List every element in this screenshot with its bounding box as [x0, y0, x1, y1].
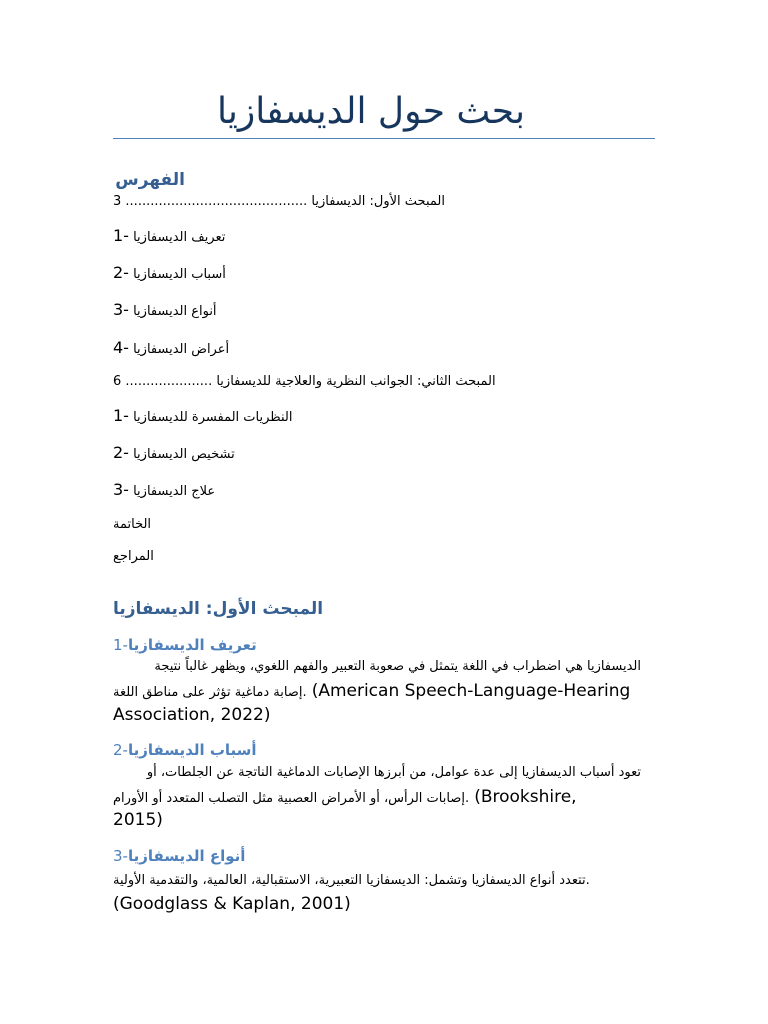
toc-item-number: 2-: [113, 443, 129, 462]
toc-item-label: تشخيص الديسفازيا: [133, 447, 235, 462]
citation-text: Association, 2022): [113, 705, 271, 725]
toc-item-2-2: [113, 444, 235, 464]
subsection-heading-definition: [113, 634, 257, 656]
paragraph-line-mixed: [113, 785, 577, 809]
toc-item-label: النظريات المفسرة للديسفازيا: [133, 410, 293, 425]
toc-heading: الفهرس: [115, 170, 185, 190]
paragraph-line-mixed: [113, 679, 630, 703]
toc-entry-references: المراجع: [113, 549, 154, 564]
toc-entry-chapter-1: [113, 193, 445, 211]
toc-item-number: 2-: [113, 263, 129, 282]
toc-item-label: أعراض الديسفازيا: [133, 342, 230, 357]
citation-text: (Brookshire,: [474, 787, 577, 807]
toc-item-2-3: [113, 481, 215, 501]
toc-item-number: 1-: [113, 226, 129, 245]
citation-text: (Goodglass & Kaplan, 2001): [113, 894, 351, 914]
subsection-title: أنواع الديسفازيا: [127, 847, 246, 865]
paragraph-line: تعود أسباب الديسفازيا إلى عدة عوامل، من أبرزها الإصابات الدماغية الناتجة عن الجلطات، أو: [146, 765, 641, 780]
toc-item-number: 1-: [113, 406, 129, 425]
toc-item-number: 4-: [113, 338, 129, 357]
toc-item-label: أنواع الديسفازيا: [133, 304, 217, 319]
toc-item-label: علاج الديسفازيا: [133, 484, 216, 499]
toc-item-2-1: [113, 407, 292, 427]
paragraph-line: تتعدد أنواع الديسفازيا وتشمل: الديسفازيا التعبيرية، الاستقبالية، العالمية، والتقدمية الأولية.: [113, 873, 590, 888]
section-heading: المبحث الأول: الديسفازيا: [113, 599, 324, 619]
toc-item-label: تعريف الديسفازيا: [133, 230, 226, 245]
paragraph-line: الديسفازيا هي اضطراب في اللغة يتمثل في صعوبة التعبير والفهم اللغوي، ويظهر غالباً نتيجة: [154, 659, 641, 674]
toc-item-number: 3-: [113, 300, 129, 319]
paragraph-text: إصابة دماغية تؤثر على مناطق اللغة.: [113, 685, 307, 700]
title-divider: [113, 138, 655, 139]
subsection-title: أسباب الديسفازيا: [127, 741, 257, 759]
toc-entry-conclusion: الخاتمة: [113, 517, 152, 532]
toc-entry-chapter-2: [113, 373, 496, 391]
subsection-heading-types: [113, 845, 245, 867]
toc-leader-dots: ............................................: [125, 194, 308, 209]
toc-page-number: 3: [113, 194, 122, 209]
toc-item-label: أسباب الديسفازيا: [133, 267, 226, 282]
subsection-number: 2-: [113, 741, 128, 759]
toc-page-number: 6: [113, 374, 122, 389]
subsection-number: 1-: [113, 636, 128, 654]
citation-text: (American Speech-Language-Hearing: [311, 681, 631, 701]
paragraph-text: إصابات الرأس، أو الأمراض العصبية مثل التصلب المتعدد أو الأورام.: [113, 791, 470, 806]
subsection-number: 3-: [113, 847, 128, 865]
toc-leader-dots: .....................: [125, 374, 213, 389]
citation-text: 2015): [113, 810, 163, 830]
toc-item-1-1: [113, 227, 225, 247]
toc-item-1-3: [113, 301, 217, 321]
toc-item-number: 3-: [113, 480, 129, 499]
toc-item-1-2: [113, 264, 226, 284]
toc-entry-label: المبحث الأول: الديسفازيا: [311, 194, 445, 209]
toc-item-1-4: [113, 339, 229, 359]
subsection-title: تعريف الديسفازيا: [127, 636, 257, 654]
document-title: بحث حول الديسفازيا: [216, 91, 525, 132]
subsection-heading-causes: [113, 739, 257, 761]
toc-entry-label: المبحث الثاني: الجوانب النظرية والعلاجية للديسفازيا: [216, 374, 496, 389]
